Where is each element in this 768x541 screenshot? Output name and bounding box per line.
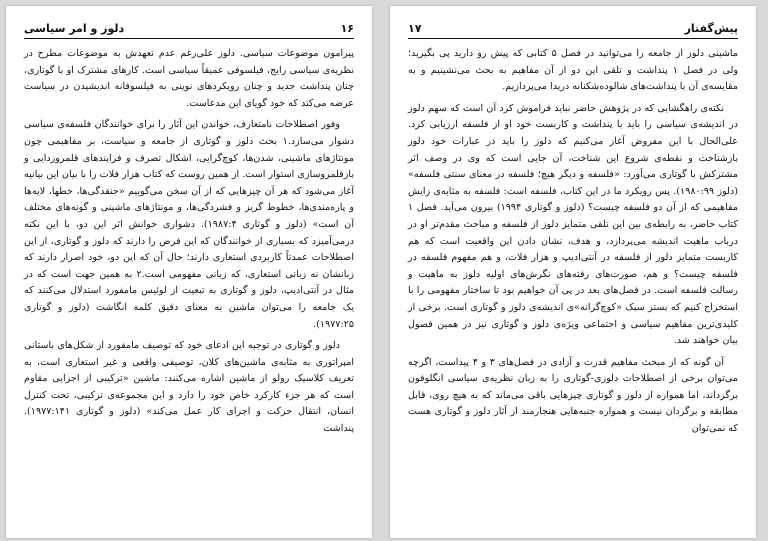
page-header	[24, 16, 354, 39]
paragraph: پیرامون موضوعات سیاسی. دلوز علی‌رغم عدم تعهدش به موضوعات مطرح در نظریه‌ی سیاسی رایج، فیلسوفی عمیقاً سیاسی است. کارهای مشترک او با گوتاری، چنان پنداشت جدید و چنان رویکردهای نوینی به فیلسوفانه اندیشیدن در سیاست عرضه می‌کند که خود گویای این مدعاست.	[24, 48, 354, 109]
right-page	[390, 6, 756, 538]
paragraph: ماشینی دلوز از جامعه را می‌توانید در فصل ۵ کتابی که پیش رو دارید پی بگیرید؛ ولی در فصل ۱ پنداشت و تلقی این دو از آن مفاهیم به بحث می‌نشینیم و به مقایسه‌ی آن با پنداشت‌های شالوده‌شکنانه دریدا می‌پردازیم.	[408, 48, 738, 93]
page-number: ۱۷	[408, 22, 422, 35]
page-number: ۱۶	[340, 22, 354, 35]
paragraph: آن گونه که از مبحث مفاهیم قدرت و آزادی در فصل‌های ۳ و ۴ پیداست، اگرچه می‌توان برخی از اصطلاحات دلوزی-گوتاری را به زبان نظریه‌ی سیاسی انگلوفون برگرداند، اما همواره از دلوز و گوتاری چیزهایی باقی می‌ماند که به هیچ روی، قابل مطابقه و برگردان نیست و همواره جنبه‌هایی هنجارمند از آثار دلوز و گوتاری هست که نمی‌توان	[408, 356, 738, 435]
page-body	[24, 46, 354, 532]
left-page	[6, 6, 372, 538]
page-header	[408, 16, 738, 39]
paragraph: نکته‌ی راهگشایی که در پژوهش حاضر نباید فراموش کرد آن است که سهم دلوز در اندیشه‌ی سیاسی را باید با پنداشت و کاربست خود او از فلسفه ارزیابی کرد. علی‌الحال با این مفروض آغاز می‌کنیم که دلوز را باید در عبارات خود دلوز بازشناخت و نقطه‌ی شروع این شناخت، آن جایی است که وی در وصف اثر مشترکش با گوتاری می‌آورد: «فلسفه و دیگر هیچ؛ فلسفه در معنای سنتی فلسفه» (دلوز ۱۹۸۰:۹۹). پس رویکرد ما در این کتاب، فلسفه است: فلسفه به مثابه‌ی زایش مفاهیمی که از آن دو فلسفه چیست؟ (دلوز و گوتاری ۱۹۹۴) بیرون می‌آید. فصل ۱ کتاب حاضر، به رابطه‌ی بین این تلقی متمایز دلوز از فلسفه و مباحث مقدم‌تر او در درباب ماهیت اندیشه می‌پردازد، و هدف، نشان دادن این واقعیت است که هم کاربست متمایز دلوز از فلسفه در آنتی‌ادیپ و هزار فلات، و هم مفهوم فلسفه در فلسفه چیست؟ و هم، صورت‌های رفته‌های نگرش‌های اولیه دلوز به ماهیت و رسالت فلسفه است. در فصل‌های بعد در پی آن خواهیم بود تا ساختار مفهومی را با استخراج کنیم که بستر سبک «کوچ‌گرانه»‌ی اندیشه‌ی دلوز و گوتاری است. برخی از کلیدی‌ترین مفاهیم سیاسی و اجتماعی ویژه‌ی دلوز و گوتاری نیز در همین فصول بیان خواهند شد.	[408, 102, 738, 347]
paragraph: وفور اصطلاحات نامتعارف، خواندن این آثار را برای خوانندگان فلسفه‌ی سیاسی دشوار می‌سازد.۱ بحث دلوز و گوتاری از جامعه و سیاست، بر مفاهیمی چون مونتاژهای ماشینی، شدن‌ها، کوچ‌گرایی، اشکال تصرف و فرایندهای قلمروزدایی و بازقلمروسازی استوار است. از همین روست که کتاب هزار فلات را با بیان این بیانیه آغاز می‌شود که هر آن چیزهایی که از آن سخن می‌گوییم «جنقدگی‌ها، خطها، لایه‌ها و پاره‌مندی‌ها، خطوط گریز و فشردگی‌ها، و مونتاژهای ماشینی و گونه‌های مختلف آن است» (دلوز و گوتاری ۱۹۸۷:۴). دشواری خوانش اثر این دو، با این نکته درمی‌آمیزد که بسیاری از خوانندگان که این فرض را دارند که دلوز و گوتاری، از این اصطلاحات عمدتاً کاربردی استعاری دارند؛ حال آن که این دو، خود اصرار دارند که زبانشان نه زبانی استعاری، که زبانی مفهومی است.۲ به همین جهت است که در مثال در آنتی‌ادیپ، دلوز و گوتاری به تبعیت از لوئیس مامفورد استدلال می‌کنند که یک جامعه را می‌توان ماشین به معنای دقیق کلمه انگاشت (دلوز و گوتاری ۱۹۷۷:۲۵).	[24, 119, 354, 330]
running-title: دلوز و امر سیاسی	[24, 22, 125, 35]
paragraph: دلوز و گوتاری در توجیه این ادعای خود که توصیف مامفورد از شکل‌های باستانی امپراتوری به مثابه‌ی ماشین‌های کلان، توصیفی واقعی و غیر استعاری است، به تعریف کلاسیک رولو از ماشین اشاره می‌کنند: ماشین «ترکیبی از اجزایی مقاوم است که هر جزء کارکرد خاص خود را دارد و این مجموعه‌ی ترکیبی، تحت کنترل انسان، انتقال حرکت و اجرای کار عمل می‌کند» (دلوز و گوتاری ۱۹۷۷:۱۴۱). پنداشت	[24, 340, 354, 435]
page-body	[408, 46, 738, 532]
running-title: پیش‌گفتار	[684, 22, 738, 35]
